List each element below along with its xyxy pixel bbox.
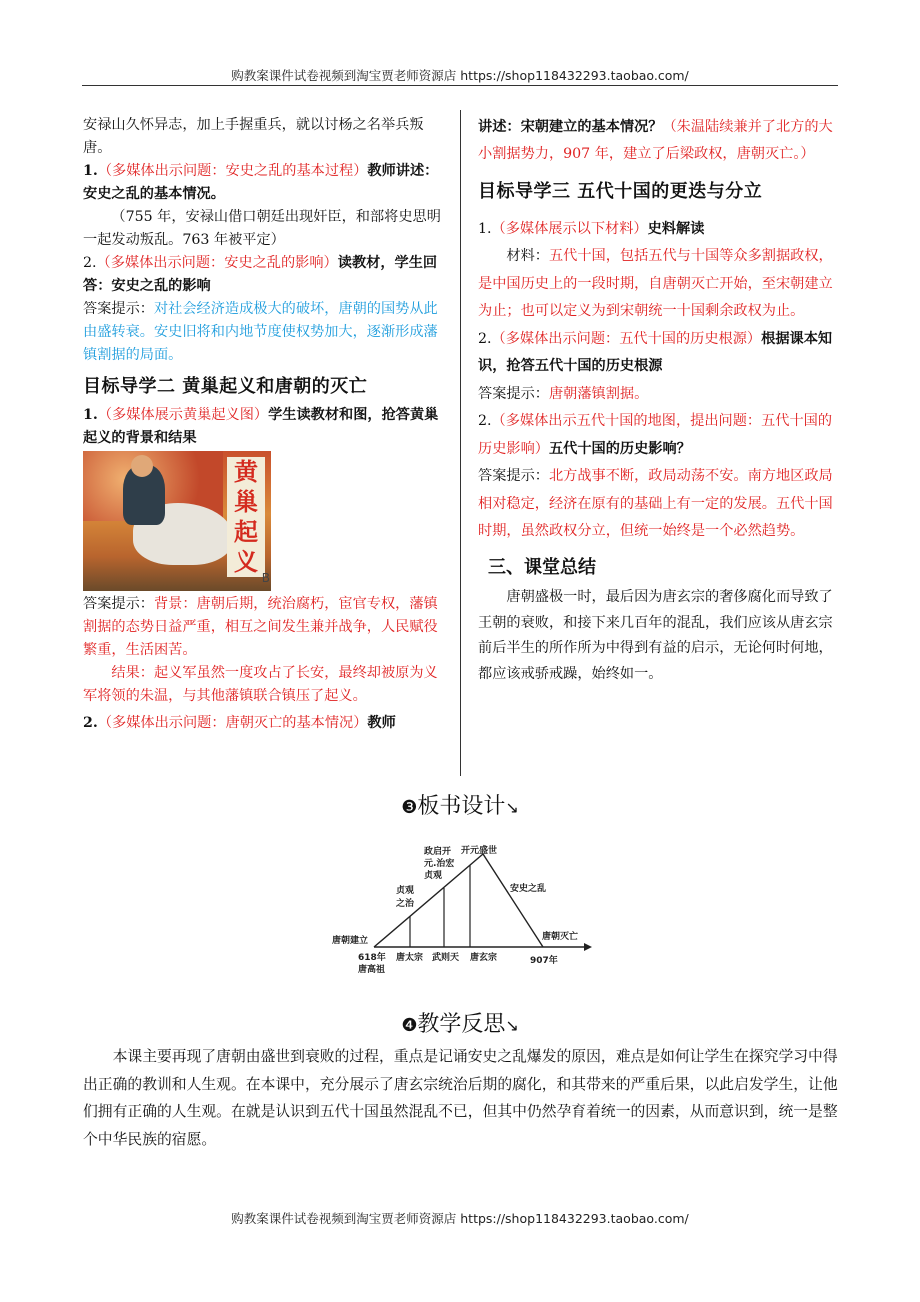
material-paragraph: 材料：五代十国，包括五代与十国等众多割据政权，是中国历史上的一段时期，自唐朝灭亡开始，至宋朝建立为止；也可以定义为到宋朝统一十国剩余政权为止。 — [478, 248, 833, 319]
illustration-tag: B — [261, 571, 270, 585]
question-item: 2.（多媒体出示问题：五代十国的历史根源）根据课本知识，抢答五代十国的历史根源 — [478, 330, 833, 374]
summary-paragraph: 唐朝盛极一时，最后因为唐玄宗的奢侈腐化而导致了王朝的衰败，和接下来几百年的混乱，我们应该从唐玄宗前后半生的所作所为中得到有益的启示，无论何时何地，都应该戒骄戒躁，始终如一。 — [478, 589, 833, 682]
label-zhenguan2: 之治 — [396, 899, 415, 909]
label-kaiyuan: 开元盛世 — [461, 846, 498, 856]
axis-arrow-icon — [584, 943, 592, 951]
history-note: （755 年，安禄山借口朝廷出现奸臣，和部将史思明一起发动叛乱。763 年被平定） — [83, 209, 441, 248]
number-four-icon: ❹ — [401, 1015, 418, 1036]
question-item: 1.（多媒体展示黄巢起义图）学生读教材和图，抢答黄巢起义的背景和结果 — [83, 407, 439, 446]
answer-hint: 答案提示：对社会经济造成极大的破坏，唐朝的国势从此由盛转衰。安史旧将和内地节度使权势加大，逐渐形成藩镇割据的局面。 — [83, 301, 438, 363]
question-item: 2.（多媒体出示问题：安史之乱的影响）读教材，学生回答：安史之乱的影响 — [83, 255, 438, 294]
result-paragraph: 结果：起义军虽然一度攻占了长安，最终却被原为义军将领的朱温，与其他藩镇联合镇压了起义。 — [83, 665, 438, 704]
continued-text: 讲述：宋朝建立的基本情况？（朱温陆续兼并了北方的大小割据势力，907 年，建立了后梁政权，唐朝灭亡。） — [478, 119, 833, 162]
label-anshi: 安史之乱 — [510, 884, 547, 894]
section-heading: 目标导学三 五代十国的更迭与分立 — [478, 181, 763, 202]
label-907: 907年 — [530, 956, 558, 966]
page-footer: 购教案课件试卷视频到淘宝贾老师资源店 https://shop118432293.taobao.com/ — [231, 1211, 689, 1226]
answer-hint: 答案提示：唐朝藩镇割据。 — [478, 385, 649, 402]
pen-mark-icon: ↘ — [505, 1016, 519, 1035]
fall-line — [483, 854, 543, 947]
label-618: 618年 — [358, 953, 386, 963]
question-item: 2.（多媒体出示问题：唐朝灭亡的基本情况）教师 — [83, 715, 396, 731]
board-design-heading: ❸板书设计↘ — [401, 794, 519, 819]
section-heading: 目标导学二 黄巢起义和唐朝的灭亡 — [83, 376, 368, 397]
label-zhenguan1: 贞观 — [396, 886, 415, 896]
label-top-left3: 贞观 — [424, 871, 443, 881]
question-item: 1.（多媒体展示以下材料）史料解读 — [478, 220, 705, 237]
question-item: 2.（多媒体出示五代十国的地图，提出问题：五代十国的历史影响）五代十国的历史影响？ — [478, 413, 833, 457]
board-diagram — [330, 836, 600, 976]
left-column — [83, 114, 445, 735]
label-gaozu: 唐高祖 — [358, 965, 386, 975]
label-xuanzong: 唐玄宗 — [470, 953, 498, 963]
label-taizong: 唐太宗 — [396, 953, 424, 963]
page-header: 购教案课件试卷视频到淘宝贾老师资源店 https://shop118432293.taobao.com/ — [231, 68, 689, 83]
right-column — [478, 114, 840, 687]
header-rule — [82, 85, 838, 86]
reflection-heading: ❹教学反思↘ — [401, 1012, 519, 1037]
intro-paragraph: 安禄山久怀异志，加上手握重兵，就以讨杨之名举兵叛唐。 — [83, 117, 424, 156]
label-start: 唐朝建立 — [332, 936, 369, 946]
reflection-paragraph: 本课主要再现了唐朝由盛世到衰败的过程，重点是记诵安史之乱爆发的原因，难点是如何让学生在探究学习中得出正确的教训和人生观。在本课中，充分展示了唐玄宗统治后期的腐化，和其带来的严重后果，以此启发学生，让他们拥有正确的人生观。在就是认识到五代十国虽然混乱不已，但其中仍然孕育着统一的因素，从而意识到，统一是整个中华民族的宿愿。 — [83, 1048, 838, 1148]
pen-mark-icon: ↘ — [505, 798, 519, 817]
label-end: 唐朝灭亡 — [542, 932, 579, 942]
column-divider — [460, 110, 461, 776]
question-item: 1.（多媒体出示问题：安史之乱的基本过程）教师讲述：安史之乱的基本情况。 — [83, 163, 439, 202]
answer-hint: 答案提示：北方战事不断，政局动荡不安。南方地区政局相对稳定，经济在原有的基础上有一定的发展。五代十国时期，虽然政权分立，但统一始终是一个必然趋势。 — [478, 468, 833, 539]
label-top-left2: 元.治宏 — [424, 859, 455, 869]
label-top-left: 政启开 — [424, 847, 452, 857]
label-wuzetian: 武则天 — [432, 953, 460, 963]
answer-hint: 答案提示：背景：唐朝后期，统治腐朽，宦官专权，藩镇割据的态势日益严重，相互之间发生兼并战争，人民赋役繁重，生活困苦。 — [83, 596, 438, 658]
huangchao-uprising-illustration — [83, 451, 271, 591]
number-three-icon: ❸ — [401, 797, 418, 818]
illustration-title: 黄 巢 起 义 — [227, 457, 265, 577]
summary-title: 三、课堂总结 — [488, 556, 596, 578]
